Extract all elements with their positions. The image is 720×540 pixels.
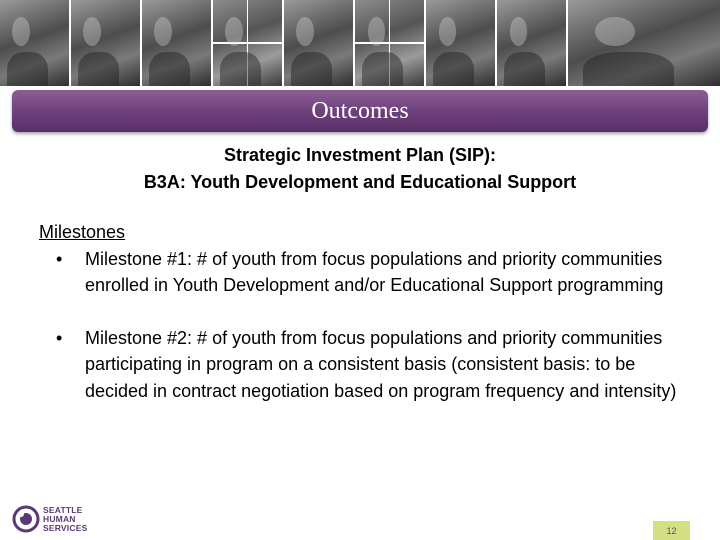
header-photo: [568, 0, 720, 86]
seattle-human-services-logo: [12, 505, 87, 533]
header-photo: [142, 0, 211, 86]
page-title: Outcomes: [311, 97, 409, 124]
milestones-section: [39, 219, 679, 404]
subtitle-line: B3A: Youth Development and Educational Support: [143, 172, 577, 192]
logo-text: [43, 506, 87, 533]
logo-mark-icon: [12, 505, 40, 533]
bullet-icon: •: [56, 327, 63, 348]
page-number: 12: [653, 521, 690, 540]
logo-line: SEATTLE: [43, 504, 83, 515]
header-photo: [0, 0, 69, 86]
header-photo-strip: [0, 0, 720, 86]
header-photo: [213, 0, 282, 86]
list-item: [39, 246, 679, 299]
bullet-icon: •: [56, 248, 63, 269]
milestone-text: Milestone #2: # of youth from focus populations and priority communities participating in program on a consistent basis (consistent basis: to be decided in contract negotiation based on program frequency and intensity): [85, 327, 677, 401]
header-photo: [284, 0, 353, 86]
header-photo: [355, 0, 424, 86]
milestones-list: [39, 246, 679, 405]
milestones-heading: Milestones: [39, 222, 126, 242]
logo-line: SERVICES: [43, 522, 88, 533]
header-photo: [71, 0, 140, 86]
title-banner: [12, 90, 708, 132]
subtitle: [0, 142, 720, 196]
list-item: [39, 325, 679, 405]
milestone-text: Milestone #1: # of youth from focus populations and priority communities enrolled in Youth Development and/or Educational Support programming: [85, 248, 664, 295]
header-photo: [426, 0, 495, 86]
subtitle-line: Strategic Investment Plan (SIP):: [223, 145, 497, 165]
header-photo: [497, 0, 566, 86]
logo-line: HUMAN: [43, 513, 76, 524]
